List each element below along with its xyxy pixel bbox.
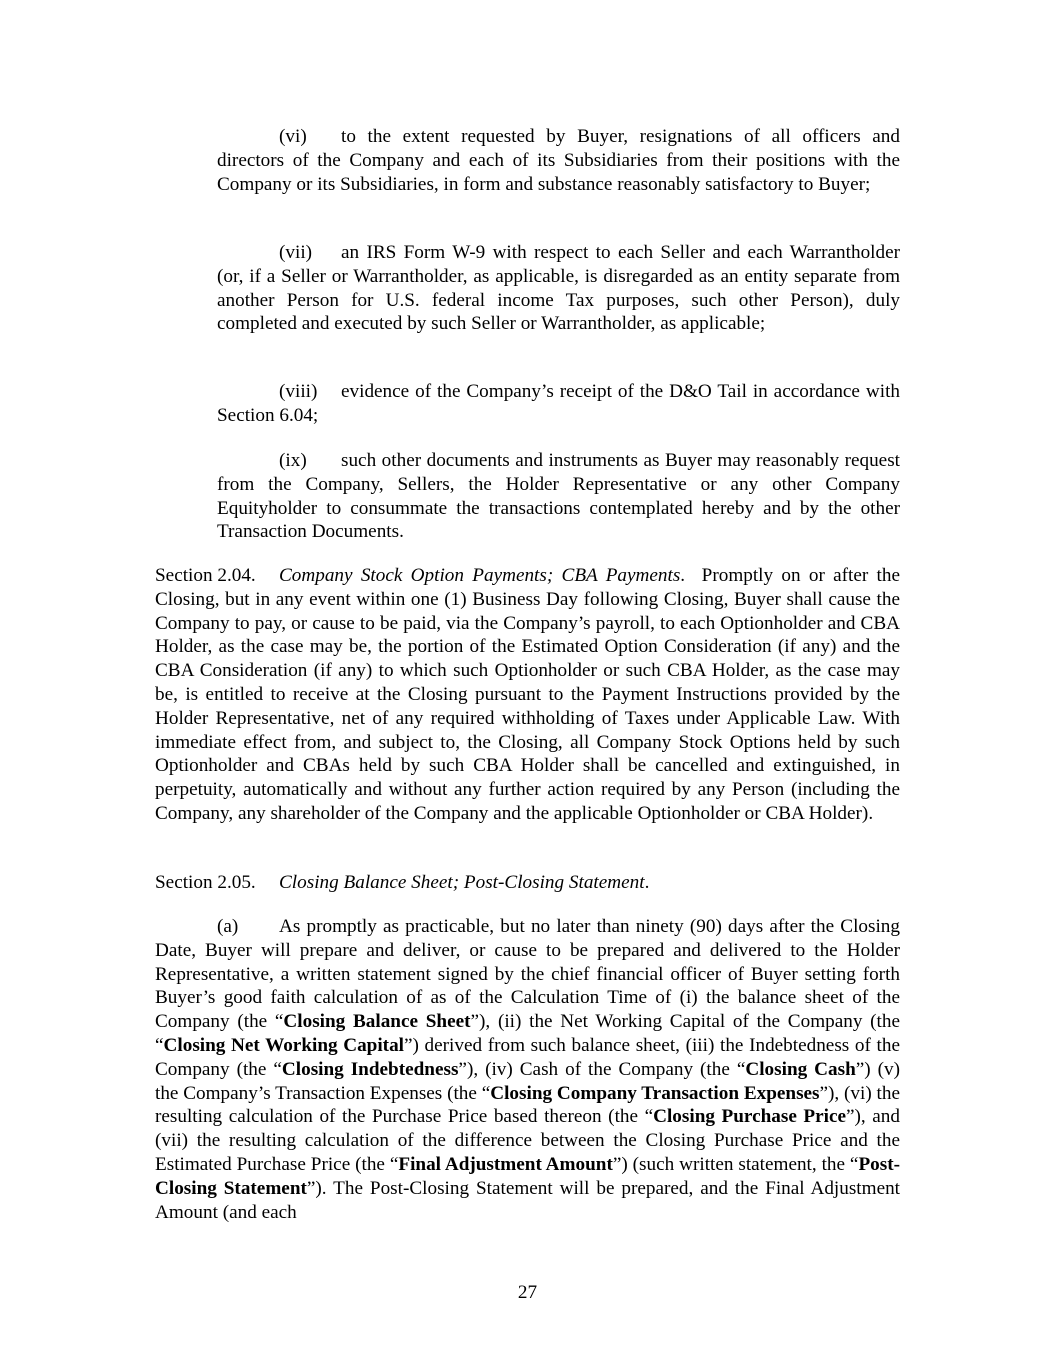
clause-viii [217, 380, 900, 428]
defined-term: Closing Indebtedness [281, 1058, 459, 1080]
paragraph-a [155, 915, 900, 1224]
clause-ix [217, 449, 900, 544]
defined-term: Closing Purchase Price [653, 1106, 847, 1128]
section-title: Company Stock Option Payments; CBA Payments [279, 565, 681, 586]
clause-number: (ix) [279, 450, 307, 471]
clause-number: (viii) [279, 381, 318, 402]
defined-term: Closing Cash [745, 1058, 856, 1080]
defined-term: Final Adjustment Amount [398, 1153, 613, 1175]
section-number: Section 2.04. [155, 565, 256, 586]
section-2-05-heading [155, 871, 900, 895]
clause-vii [217, 241, 900, 336]
section-title: Closing Balance Sheet; Post-Closing Statement [279, 872, 645, 893]
defined-term: Closing Net Working Capital [163, 1034, 404, 1056]
paragraph-number: (a) [217, 916, 239, 937]
paragraph-text: ”), and (vii) the resulting calculation of the difference between the Closing Purchase Price and the Estimated Purchase Price (the “ [155, 1106, 900, 1175]
paragraph-text: ”), (ii) the Net Working Capital of the Company (the “ [155, 1011, 900, 1056]
section-title-period: . [644, 872, 650, 893]
clause-text: to the extent requested by Buyer, resignations of all officers and directors of the Company and each of its Subsidiaries from their positions with the Company or its Subsidiaries, in form and substance reasonably satisfactory to Buyer; [217, 126, 900, 195]
paragraph-text: ”), (iv) Cash of the Company (the “ [458, 1058, 746, 1080]
defined-term: Closing Balance Sheet [283, 1011, 471, 1033]
section-body: Promptly on or after the Closing, but in any event within one (1) Business Day following Closing, Buyer shall cause the Company to pay, or cause to be paid, via the Company’s payroll, to each Optionholder and CBA Holder, as the case may be, the portion of the Estimated Option Consideration (if any) and the CBA Consideration (if any) to which such Optionholder or such CBA Holder, as the case may be, is entitled to receive at the Closing pursuant to the Payment Instructions provided by the Holder Representative, net of any required withholding of Taxes under Applicable Law. With immediate effect from, and subject to, the Closing, all Company Stock Options held by such Optionholder and CBAs held by such CBA Holder shall be cancelled and extinguished, in perpetuity, automatically and without any further action required by any Person (including the Company, any shareholder of the Company and the applicable Optionholder or CBA Holder). [155, 565, 900, 824]
paragraph-text: ”). The Post-Closing Statement will be prepared, and the Final Adjustment Amount (and each [155, 1177, 901, 1223]
clause-number: (vii) [279, 242, 313, 263]
clause-text: such other documents and instruments as Buyer may reasonably request from the Company, Sellers, the Holder Representative or any other Company Equityholder to consummate the transactions contemplated hereby and by the other Transaction Documents. [217, 450, 900, 543]
defined-term: Closing Company Transaction Expenses [490, 1082, 820, 1104]
clause-text: an IRS Form W-9 with respect to each Seller and each Warrantholder (or, if a Seller or Warrantholder, as applicable, is disregarded as an entity separate from another Person for U.S. federal income Tax purposes, such other Person), duly completed and executed by such Seller or Warrantholder, as applicable; [217, 242, 900, 335]
paragraph-text: ”), (vi) the resulting calculation of the Purchase Price based thereon (the “ [155, 1082, 900, 1128]
clause-number: (vi) [279, 126, 307, 147]
paragraph-text: ”) (such written statement, the “ [612, 1153, 859, 1175]
page-number: 27 [517, 1282, 538, 1303]
clause-vi [217, 125, 900, 196]
section-title-period: . [680, 565, 686, 586]
paragraph-text: ”) (v) the Company’s Transaction Expenses (the “ [155, 1058, 901, 1104]
section-number: Section 2.05. [155, 872, 256, 893]
paragraph-text: ”) derived from such balance sheet, (iii) the Indebtedness of the Company (the “ [155, 1034, 900, 1080]
section-2-04 [155, 564, 900, 826]
paragraph-text: As promptly as practicable, but no later than ninety (90) days after the Closing Date, Buyer will prepare and deliver, or cause to be prepared and delivered to the Holder Representative, a written statement signed by the chief financial officer of Buyer setting forth Buyer’s good faith calculation of as of the Calculation Time of (i) the balance sheet of the Company (the “ [155, 916, 900, 1033]
defined-term: Post-Closing Statement [155, 1153, 900, 1199]
clause-text: evidence of the Company’s receipt of the D&O Tail in accordance with Section 6.04; [217, 381, 900, 426]
